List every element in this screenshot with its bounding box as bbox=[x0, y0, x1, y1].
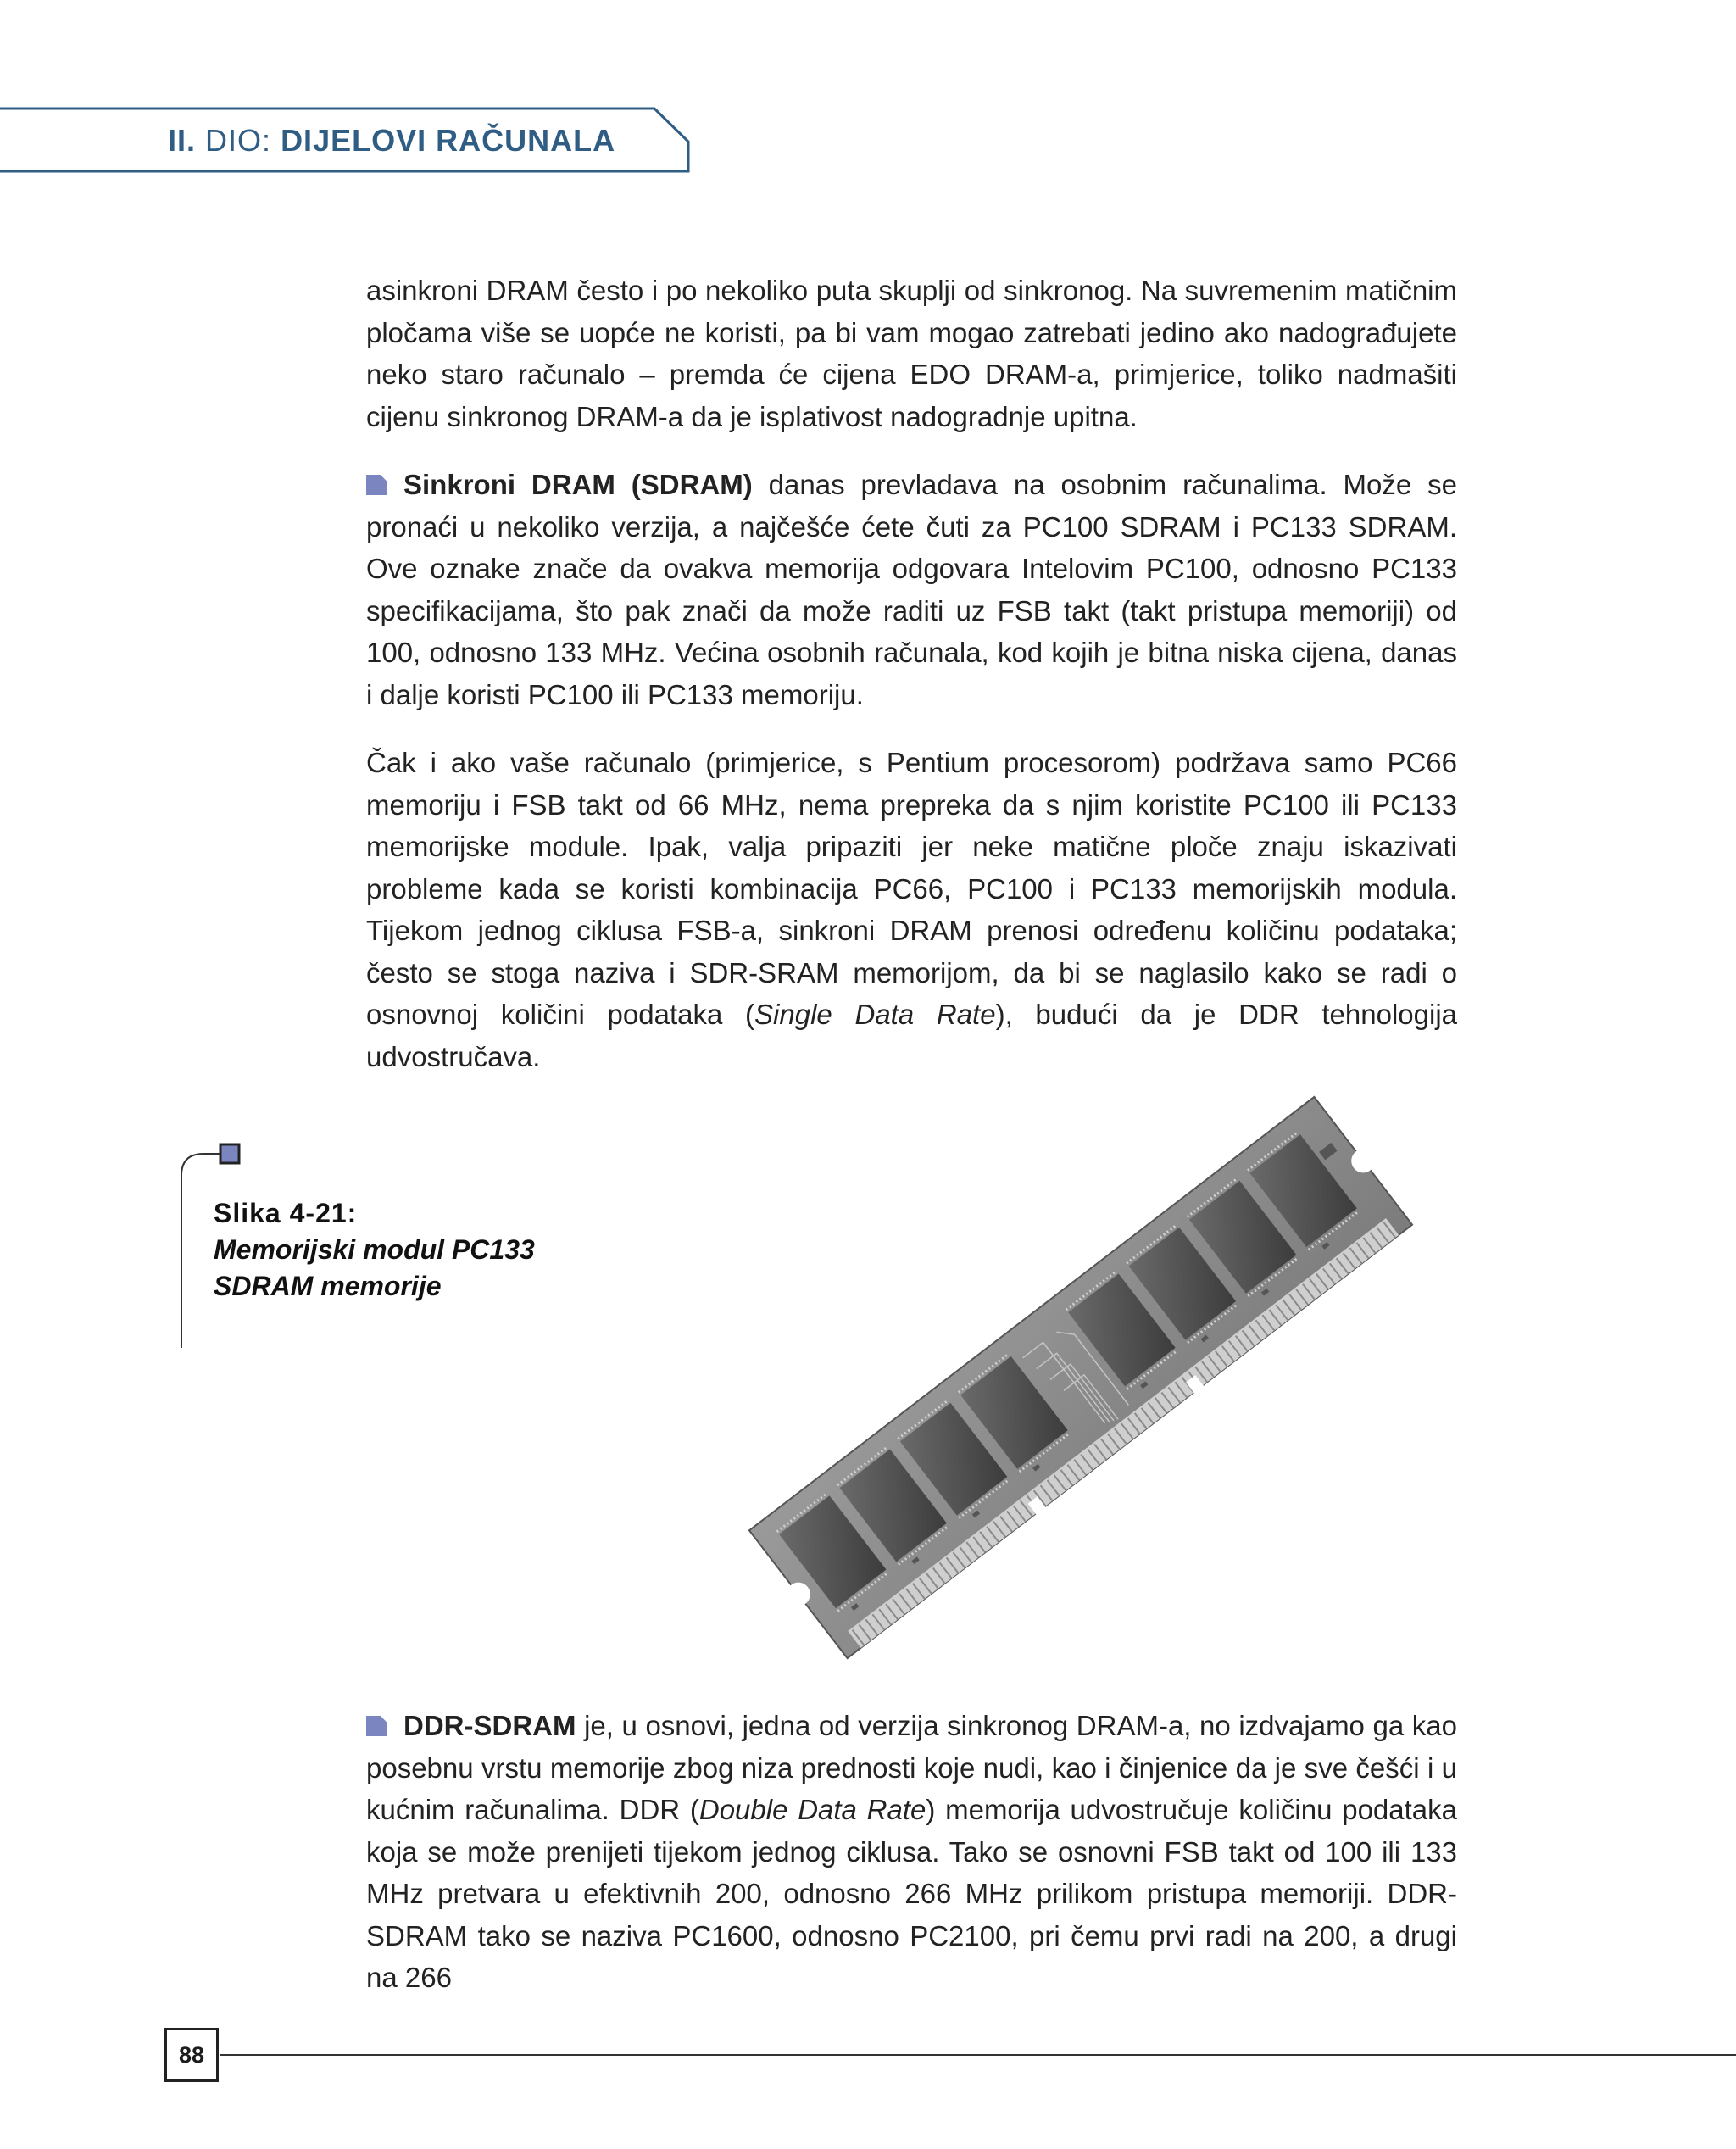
figure-caption bbox=[214, 1195, 535, 1305]
paragraph-text-end: ), budući da je DDR tehnologija udvostručava. bbox=[366, 999, 1458, 1072]
bullet-icon bbox=[366, 475, 387, 495]
paragraph-ddr-sdram bbox=[366, 1705, 1457, 1999]
header-title bbox=[168, 123, 615, 159]
section-title: DIJELOVI RAČUNALA bbox=[281, 123, 616, 158]
term-sdram: Sinkroni DRAM (SDRAM) bbox=[403, 469, 753, 500]
footer-rule bbox=[220, 2054, 1736, 2056]
ram-module-image bbox=[716, 1077, 1445, 1679]
paragraph-pc66 bbox=[366, 742, 1457, 1077]
page-number: 88 bbox=[164, 2028, 219, 2082]
paragraph-text: Čak i ako vaše računalo (primjerice, s Pentium procesorom) podržava samo PC66 memoriju i FSB takt od 66 MHz, nema prepreka da s njim koristite PC100 ili PC133 memorijske module. Ipak, valja pripaziti jer neke matične ploče znaju iskazivati probleme kada se koristi kombinacija PC66, PC100 i PC133 memorijskih modula. Tijekom jednog ciklusa FSB-a, sinkroni DRAM prenosi određenu količinu podataka; često se stoga naziva i SDR-SRAM memorijom, da bi se naglasilo kako se radi o osnovnoj količini podataka ( bbox=[366, 747, 1457, 1030]
term-single-data-rate: Single Data Rate bbox=[754, 999, 996, 1030]
paragraph-asinkroni bbox=[366, 270, 1457, 437]
paragraph-text-end: ) memorija udvostručuje količinu podataka koja se može prenijeti tijekom jednog ciklusa. Tako se osnovni FSB takt od 100 ili 133 MHz pretvara u efektivnih 200, odnosno 266 MHz prilikom pristupa memoriji. DDR-SDRAM tako se naziva PC1600, odnosno PC2100, pri čemu prvi radi na 200, a drugi na 266 bbox=[366, 1794, 1458, 1993]
caption-line-2: SDRAM memorije bbox=[214, 1271, 442, 1301]
bullet-icon bbox=[366, 1716, 387, 1736]
paragraph-text: je, u osnovi, jedna od verzija sinkronog DRAM-a, no izdvajamo ga kao posebnu vrstu memorije zbog niza prednosti koje nudi, kao i činjenice da je sve češći i u kućnim računalima. DDR ( bbox=[366, 1710, 1457, 1825]
paragraph-sdram bbox=[366, 464, 1457, 715]
term-ddr-sdram: DDR-SDRAM bbox=[403, 1710, 576, 1741]
part-word: DIO: bbox=[205, 123, 272, 158]
term-double-data-rate: Double Data Rate bbox=[698, 1794, 926, 1825]
section-header bbox=[0, 106, 691, 174]
paragraph-text: asinkroni DRAM često i po nekoliko puta skuplji od sinkronog. Na suvremenim matičnim pločama više se uopće ne koristi, pa bi vam mogao zatrebati jedino ako nadograđujete neko staro računalo – premda će cijena EDO DRAM-a, primjerice, toliko nadmašiti cijenu sinkronog DRAM-a da je isplativost nadogradnje upitna. bbox=[366, 275, 1457, 432]
caption-line-1: Memorijski modul PC133 bbox=[214, 1234, 535, 1265]
figure-label: Slika 4-21: bbox=[214, 1198, 358, 1228]
paragraph-text: danas prevladava na osobnim računalima. Može se pronaći u nekoliko verzija, a najčešće ćete čuti za PC100 SDRAM i PC133 SDRAM. Ove oznake znače da ovakva memorija odgovara Intelovim PC100, odnosno PC133 specifikacijama, što pak znači da može raditi uz FSB takt (takt pristupa memoriji) od 100, odnosno 133 MHz. Većina osobnih računala, kod kojih je bitna niska cijena, danas i dalje koristi PC100 ili PC133 memoriju. bbox=[366, 469, 1458, 710]
part-number: II. bbox=[168, 123, 197, 158]
